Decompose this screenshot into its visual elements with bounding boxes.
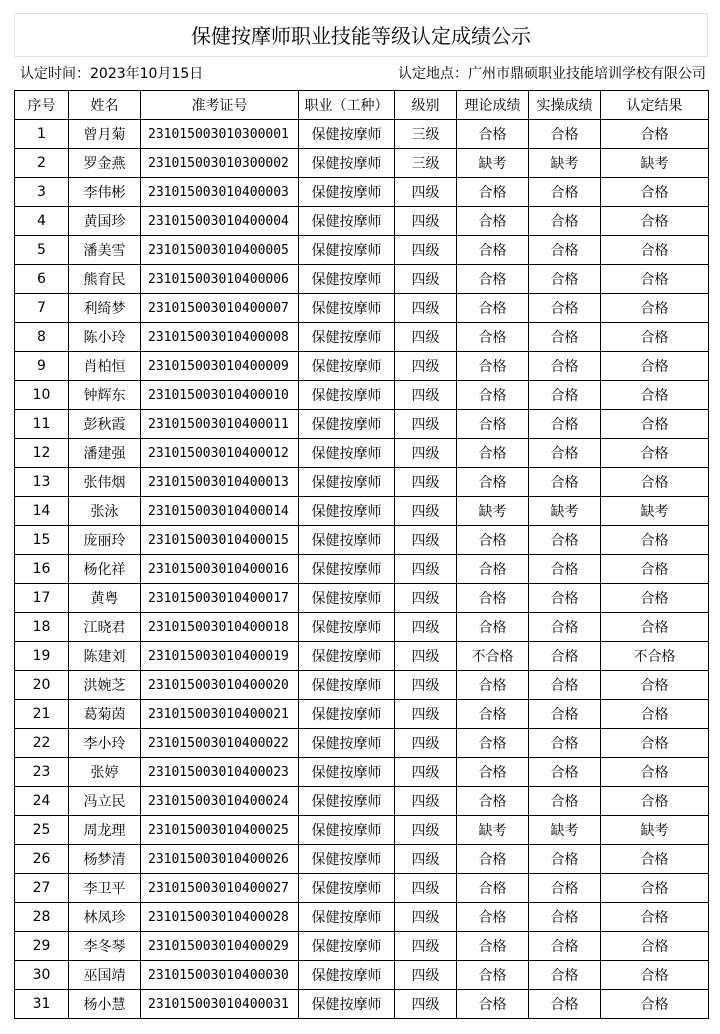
cell-name: 黄国珍 <box>69 207 141 236</box>
cell-result: 合格 <box>601 584 709 613</box>
cell-ticket-number: 231015003010400031 <box>141 990 299 1019</box>
cell-seq: 24 <box>15 787 69 816</box>
cell-occupation: 保健按摩师 <box>299 555 395 584</box>
cell-occupation: 保健按摩师 <box>299 613 395 642</box>
cell-theory-score: 合格 <box>457 265 529 294</box>
cell-occupation: 保健按摩师 <box>299 729 395 758</box>
cell-ticket-number: 231015003010400008 <box>141 323 299 352</box>
exam-date: 认定时间：2023年10月15日 <box>20 66 204 82</box>
cell-occupation: 保健按摩师 <box>299 294 395 323</box>
cell-ticket-number: 231015003010400010 <box>141 381 299 410</box>
cell-result: 合格 <box>601 178 709 207</box>
cell-level: 四级 <box>395 410 457 439</box>
cell-result: 合格 <box>601 845 709 874</box>
cell-level: 四级 <box>395 178 457 207</box>
table-row <box>15 671 709 700</box>
col-header-ticket: 准考证号 <box>141 91 299 120</box>
cell-name: 巫国靖 <box>69 961 141 990</box>
cell-theory-score: 合格 <box>457 903 529 932</box>
cell-theory-score: 合格 <box>457 352 529 381</box>
cell-theory-score: 合格 <box>457 613 529 642</box>
cell-name: 张婷 <box>69 758 141 787</box>
cell-occupation: 保健按摩师 <box>299 381 395 410</box>
cell-seq: 4 <box>15 207 69 236</box>
cell-result: 合格 <box>601 961 709 990</box>
cell-level: 四级 <box>395 381 457 410</box>
cell-result: 缺考 <box>601 497 709 526</box>
cell-level: 四级 <box>395 207 457 236</box>
cell-theory-score: 合格 <box>457 584 529 613</box>
cell-result: 缺考 <box>601 816 709 845</box>
cell-occupation: 保健按摩师 <box>299 990 395 1019</box>
cell-occupation: 保健按摩师 <box>299 816 395 845</box>
cell-name: 钟辉东 <box>69 381 141 410</box>
cell-name: 张泳 <box>69 497 141 526</box>
cell-practical-score: 合格 <box>529 787 601 816</box>
cell-seq: 15 <box>15 526 69 555</box>
cell-occupation: 保健按摩师 <box>299 468 395 497</box>
cell-result: 缺考 <box>601 149 709 178</box>
cell-practical-score: 缺考 <box>529 149 601 178</box>
cell-ticket-number: 231015003010400027 <box>141 874 299 903</box>
cell-practical-score: 合格 <box>529 410 601 439</box>
cell-level: 四级 <box>395 642 457 671</box>
cell-seq: 7 <box>15 294 69 323</box>
col-header-practical: 实操成绩 <box>529 91 601 120</box>
cell-theory-score: 合格 <box>457 729 529 758</box>
table-row <box>15 497 709 526</box>
cell-theory-score: 合格 <box>457 961 529 990</box>
cell-name: 杨化祥 <box>69 555 141 584</box>
cell-seq: 30 <box>15 961 69 990</box>
cell-ticket-number: 231015003010400017 <box>141 584 299 613</box>
cell-seq: 26 <box>15 845 69 874</box>
cell-ticket-number: 231015003010400019 <box>141 642 299 671</box>
cell-name: 李冬琴 <box>69 932 141 961</box>
table-row <box>15 149 709 178</box>
cell-result: 合格 <box>601 787 709 816</box>
cell-practical-score: 合格 <box>529 555 601 584</box>
table-row <box>15 120 709 149</box>
table-header-row <box>15 91 709 120</box>
cell-seq: 11 <box>15 410 69 439</box>
cell-ticket-number: 231015003010400018 <box>141 613 299 642</box>
cell-occupation: 保健按摩师 <box>299 932 395 961</box>
cell-result: 合格 <box>601 874 709 903</box>
cell-occupation: 保健按摩师 <box>299 265 395 294</box>
cell-practical-score: 合格 <box>529 613 601 642</box>
cell-theory-score: 不合格 <box>457 642 529 671</box>
cell-result: 合格 <box>601 410 709 439</box>
cell-level: 四级 <box>395 961 457 990</box>
table-row <box>15 758 709 787</box>
cell-result: 合格 <box>601 236 709 265</box>
cell-ticket-number: 231015003010400009 <box>141 352 299 381</box>
cell-occupation: 保健按摩师 <box>299 207 395 236</box>
cell-theory-score: 合格 <box>457 874 529 903</box>
cell-ticket-number: 231015003010400023 <box>141 758 299 787</box>
cell-ticket-number: 231015003010400004 <box>141 207 299 236</box>
cell-ticket-number: 231015003010400012 <box>141 439 299 468</box>
cell-theory-score: 缺考 <box>457 497 529 526</box>
cell-name: 罗金燕 <box>69 149 141 178</box>
cell-seq: 27 <box>15 874 69 903</box>
cell-practical-score: 合格 <box>529 758 601 787</box>
cell-name: 熊育民 <box>69 265 141 294</box>
cell-level: 四级 <box>395 758 457 787</box>
cell-ticket-number: 231015003010400005 <box>141 236 299 265</box>
cell-practical-score: 合格 <box>529 294 601 323</box>
cell-ticket-number: 231015003010400026 <box>141 845 299 874</box>
cell-name: 林凤珍 <box>69 903 141 932</box>
cell-ticket-number: 231015003010400030 <box>141 961 299 990</box>
cell-occupation: 保健按摩师 <box>299 903 395 932</box>
exam-location: 认定地点：广州市鼎硕职业技能培训学校有限公司 <box>398 66 706 82</box>
cell-practical-score: 合格 <box>529 439 601 468</box>
cell-practical-score: 合格 <box>529 381 601 410</box>
cell-level: 四级 <box>395 526 457 555</box>
cell-result: 合格 <box>601 700 709 729</box>
cell-result: 合格 <box>601 120 709 149</box>
cell-result: 不合格 <box>601 642 709 671</box>
cell-theory-score: 合格 <box>457 207 529 236</box>
cell-name: 葛菊茵 <box>69 700 141 729</box>
cell-level: 四级 <box>395 294 457 323</box>
cell-theory-score: 合格 <box>457 671 529 700</box>
cell-seq: 14 <box>15 497 69 526</box>
cell-theory-score: 合格 <box>457 526 529 555</box>
table-row <box>15 265 709 294</box>
cell-name: 李小玲 <box>69 729 141 758</box>
cell-name: 张伟烟 <box>69 468 141 497</box>
cell-occupation: 保健按摩师 <box>299 787 395 816</box>
cell-seq: 19 <box>15 642 69 671</box>
cell-name: 杨梦清 <box>69 845 141 874</box>
cell-occupation: 保健按摩师 <box>299 497 395 526</box>
table-row <box>15 468 709 497</box>
cell-level: 四级 <box>395 729 457 758</box>
cell-level: 四级 <box>395 265 457 294</box>
cell-result: 合格 <box>601 903 709 932</box>
cell-seq: 13 <box>15 468 69 497</box>
cell-practical-score: 合格 <box>529 700 601 729</box>
cell-theory-score: 合格 <box>457 990 529 1019</box>
cell-result: 合格 <box>601 671 709 700</box>
cell-occupation: 保健按摩师 <box>299 874 395 903</box>
cell-theory-score: 合格 <box>457 381 529 410</box>
cell-name: 洪婉芝 <box>69 671 141 700</box>
cell-level: 四级 <box>395 323 457 352</box>
cell-result: 合格 <box>601 990 709 1019</box>
cell-seq: 23 <box>15 758 69 787</box>
table-row <box>15 613 709 642</box>
cell-theory-score: 合格 <box>457 787 529 816</box>
cell-seq: 17 <box>15 584 69 613</box>
table-row <box>15 352 709 381</box>
cell-seq: 2 <box>15 149 69 178</box>
col-header-level: 级别 <box>395 91 457 120</box>
cell-practical-score: 合格 <box>529 236 601 265</box>
cell-occupation: 保健按摩师 <box>299 352 395 381</box>
cell-name: 潘美雪 <box>69 236 141 265</box>
cell-name: 杨小慧 <box>69 990 141 1019</box>
cell-level: 四级 <box>395 497 457 526</box>
cell-ticket-number: 231015003010400022 <box>141 729 299 758</box>
cell-occupation: 保健按摩师 <box>299 178 395 207</box>
cell-level: 四级 <box>395 845 457 874</box>
cell-ticket-number: 231015003010400020 <box>141 671 299 700</box>
cell-practical-score: 合格 <box>529 874 601 903</box>
cell-practical-score: 合格 <box>529 178 601 207</box>
cell-seq: 8 <box>15 323 69 352</box>
cell-ticket-number: 231015003010400029 <box>141 932 299 961</box>
cell-practical-score: 缺考 <box>529 816 601 845</box>
cell-name: 彭秋霞 <box>69 410 141 439</box>
cell-practical-score: 合格 <box>529 990 601 1019</box>
cell-seq: 25 <box>15 816 69 845</box>
cell-name: 曾月菊 <box>69 120 141 149</box>
cell-occupation: 保健按摩师 <box>299 700 395 729</box>
cell-theory-score: 合格 <box>457 468 529 497</box>
cell-seq: 6 <box>15 265 69 294</box>
cell-result: 合格 <box>601 729 709 758</box>
cell-name: 陈小玲 <box>69 323 141 352</box>
table-row <box>15 178 709 207</box>
cell-level: 四级 <box>395 671 457 700</box>
cell-name: 李卫平 <box>69 874 141 903</box>
cell-theory-score: 合格 <box>457 120 529 149</box>
table-row <box>15 410 709 439</box>
table-row <box>15 816 709 845</box>
cell-theory-score: 合格 <box>457 323 529 352</box>
cell-ticket-number: 231015003010400025 <box>141 816 299 845</box>
cell-level: 四级 <box>395 584 457 613</box>
table-row <box>15 294 709 323</box>
cell-level: 四级 <box>395 903 457 932</box>
cell-level: 四级 <box>395 352 457 381</box>
table-row <box>15 932 709 961</box>
cell-seq: 10 <box>15 381 69 410</box>
cell-level: 三级 <box>395 120 457 149</box>
cell-theory-score: 合格 <box>457 294 529 323</box>
table-row <box>15 236 709 265</box>
cell-theory-score: 合格 <box>457 932 529 961</box>
cell-result: 合格 <box>601 439 709 468</box>
cell-result: 合格 <box>601 555 709 584</box>
cell-seq: 3 <box>15 178 69 207</box>
cell-theory-score: 缺考 <box>457 149 529 178</box>
cell-name: 利绮梦 <box>69 294 141 323</box>
results-table <box>14 90 709 1019</box>
cell-ticket-number: 231015003010400014 <box>141 497 299 526</box>
cell-occupation: 保健按摩师 <box>299 642 395 671</box>
table-row <box>15 323 709 352</box>
cell-practical-score: 合格 <box>529 961 601 990</box>
cell-practical-score: 合格 <box>529 584 601 613</box>
table-row <box>15 700 709 729</box>
table-row <box>15 439 709 468</box>
cell-result: 合格 <box>601 265 709 294</box>
cell-ticket-number: 231015003010400011 <box>141 410 299 439</box>
cell-occupation: 保健按摩师 <box>299 961 395 990</box>
cell-ticket-number: 231015003010400028 <box>141 903 299 932</box>
cell-occupation: 保健按摩师 <box>299 671 395 700</box>
table-body <box>15 120 709 1019</box>
cell-result: 合格 <box>601 352 709 381</box>
table-row <box>15 990 709 1019</box>
table-row <box>15 729 709 758</box>
cell-level: 四级 <box>395 468 457 497</box>
cell-practical-score: 合格 <box>529 642 601 671</box>
page-title: 保健按摩师职业技能等级认定成绩公示 <box>14 13 708 57</box>
cell-theory-score: 合格 <box>457 555 529 584</box>
cell-occupation: 保健按摩师 <box>299 120 395 149</box>
table-row <box>15 642 709 671</box>
cell-level: 三级 <box>395 149 457 178</box>
cell-result: 合格 <box>601 758 709 787</box>
cell-level: 四级 <box>395 555 457 584</box>
cell-ticket-number: 231015003010400007 <box>141 294 299 323</box>
table-row <box>15 787 709 816</box>
cell-ticket-number: 231015003010400006 <box>141 265 299 294</box>
cell-result: 合格 <box>601 613 709 642</box>
cell-practical-score: 合格 <box>529 845 601 874</box>
cell-result: 合格 <box>601 207 709 236</box>
cell-result: 合格 <box>601 526 709 555</box>
cell-seq: 16 <box>15 555 69 584</box>
cell-practical-score: 合格 <box>529 903 601 932</box>
cell-result: 合格 <box>601 381 709 410</box>
meta-row <box>14 60 708 88</box>
cell-result: 合格 <box>601 294 709 323</box>
cell-occupation: 保健按摩师 <box>299 758 395 787</box>
cell-theory-score: 合格 <box>457 845 529 874</box>
cell-theory-score: 合格 <box>457 236 529 265</box>
cell-occupation: 保健按摩师 <box>299 439 395 468</box>
cell-ticket-number: 231015003010400024 <box>141 787 299 816</box>
cell-theory-score: 合格 <box>457 178 529 207</box>
cell-occupation: 保健按摩师 <box>299 410 395 439</box>
cell-practical-score: 合格 <box>529 671 601 700</box>
cell-level: 四级 <box>395 787 457 816</box>
cell-name: 庞丽玲 <box>69 526 141 555</box>
cell-level: 四级 <box>395 932 457 961</box>
cell-seq: 20 <box>15 671 69 700</box>
cell-practical-score: 合格 <box>529 120 601 149</box>
table-row <box>15 207 709 236</box>
cell-theory-score: 合格 <box>457 439 529 468</box>
cell-seq: 9 <box>15 352 69 381</box>
cell-practical-score: 合格 <box>529 207 601 236</box>
table-row <box>15 526 709 555</box>
cell-practical-score: 合格 <box>529 323 601 352</box>
cell-name: 肖柏恒 <box>69 352 141 381</box>
cell-occupation: 保健按摩师 <box>299 323 395 352</box>
cell-name: 陈建刘 <box>69 642 141 671</box>
table-row <box>15 555 709 584</box>
cell-practical-score: 合格 <box>529 468 601 497</box>
cell-ticket-number: 231015003010300002 <box>141 149 299 178</box>
cell-ticket-number: 231015003010400021 <box>141 700 299 729</box>
cell-seq: 18 <box>15 613 69 642</box>
cell-theory-score: 合格 <box>457 758 529 787</box>
cell-result: 合格 <box>601 932 709 961</box>
cell-seq: 12 <box>15 439 69 468</box>
col-header-theory: 理论成绩 <box>457 91 529 120</box>
cell-level: 四级 <box>395 816 457 845</box>
cell-practical-score: 合格 <box>529 526 601 555</box>
cell-level: 四级 <box>395 439 457 468</box>
cell-level: 四级 <box>395 990 457 1019</box>
cell-seq: 21 <box>15 700 69 729</box>
cell-ticket-number: 231015003010300001 <box>141 120 299 149</box>
cell-result: 合格 <box>601 468 709 497</box>
cell-seq: 29 <box>15 932 69 961</box>
cell-seq: 1 <box>15 120 69 149</box>
col-header-occupation: 职业（工种） <box>299 91 395 120</box>
cell-seq: 22 <box>15 729 69 758</box>
cell-name: 冯立民 <box>69 787 141 816</box>
cell-name: 李伟彬 <box>69 178 141 207</box>
cell-practical-score: 合格 <box>529 352 601 381</box>
table-row <box>15 874 709 903</box>
cell-name: 潘建强 <box>69 439 141 468</box>
cell-theory-score: 缺考 <box>457 816 529 845</box>
cell-practical-score: 合格 <box>529 932 601 961</box>
cell-theory-score: 合格 <box>457 700 529 729</box>
cell-occupation: 保健按摩师 <box>299 526 395 555</box>
cell-seq: 28 <box>15 903 69 932</box>
col-header-result: 认定结果 <box>601 91 709 120</box>
cell-name: 黄粤 <box>69 584 141 613</box>
cell-ticket-number: 231015003010400013 <box>141 468 299 497</box>
cell-ticket-number: 231015003010400003 <box>141 178 299 207</box>
cell-practical-score: 合格 <box>529 265 601 294</box>
cell-occupation: 保健按摩师 <box>299 845 395 874</box>
col-header-name: 姓名 <box>69 91 141 120</box>
cell-ticket-number: 231015003010400016 <box>141 555 299 584</box>
cell-seq: 31 <box>15 990 69 1019</box>
cell-level: 四级 <box>395 700 457 729</box>
cell-practical-score: 合格 <box>529 729 601 758</box>
col-header-seq: 序号 <box>15 91 69 120</box>
cell-practical-score: 缺考 <box>529 497 601 526</box>
cell-ticket-number: 231015003010400015 <box>141 526 299 555</box>
cell-occupation: 保健按摩师 <box>299 149 395 178</box>
cell-occupation: 保健按摩师 <box>299 236 395 265</box>
table-row <box>15 584 709 613</box>
cell-theory-score: 合格 <box>457 410 529 439</box>
cell-level: 四级 <box>395 613 457 642</box>
cell-level: 四级 <box>395 236 457 265</box>
cell-name: 江晓君 <box>69 613 141 642</box>
cell-occupation: 保健按摩师 <box>299 584 395 613</box>
table-row <box>15 845 709 874</box>
cell-result: 合格 <box>601 323 709 352</box>
cell-seq: 5 <box>15 236 69 265</box>
cell-level: 四级 <box>395 874 457 903</box>
cell-name: 周龙理 <box>69 816 141 845</box>
table-row <box>15 961 709 990</box>
table-row <box>15 381 709 410</box>
table-row <box>15 903 709 932</box>
